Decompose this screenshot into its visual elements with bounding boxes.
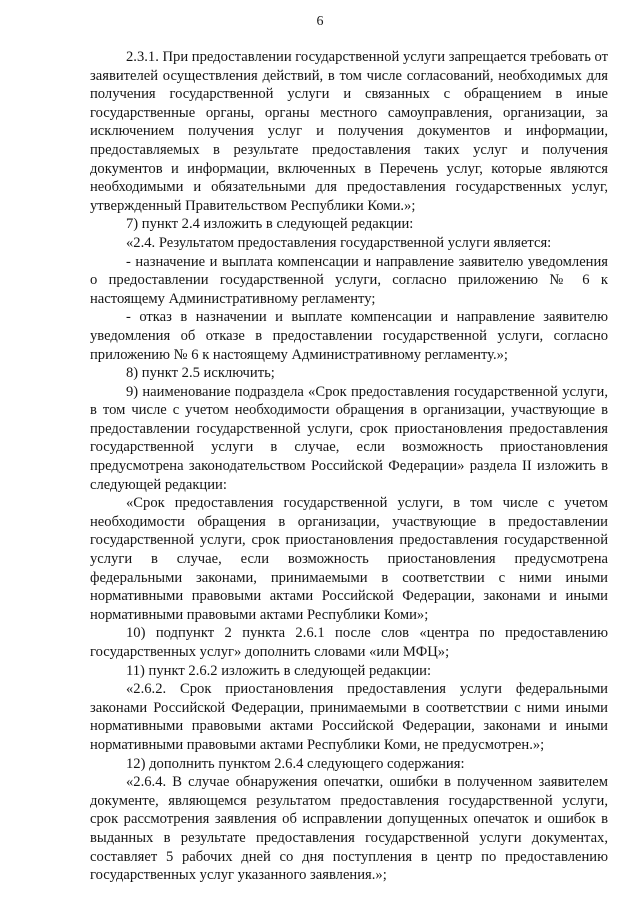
paragraph-2-4: «2.4. Результатом предоставления государственной услуги является: — [126, 234, 552, 251]
paragraph-2-4-result-refusal: - отказ в назначении и выплате компенсации и направление заявителю уведомления об отказе в предоставлении государственной услуги, согласно приложению № 6 к настоящему Административному регламенту.»; — [90, 309, 608, 363]
paragraph-2-6-4: «2.6.4. В случае обнаружения опечатки, ошибки в полученном заявителем документе, являющемся результатом предоставления государственной услуги, срок рассмотрения заявления об исправлении допущенных опечаток и ошибок в выданных в результате предоставления государственной услуги документах, составляет 5 рабочих дней со дня поступления в центр по предоставлению государственных услуг указанного заявления.»; — [90, 774, 608, 884]
paragraph-item-11: 11) пункт 2.6.2 изложить в следующей редакции: — [126, 662, 432, 679]
document-body — [90, 48, 608, 885]
paragraph-item-12: 12) дополнить пунктом 2.6.4 следующего содержания: — [126, 755, 465, 772]
paragraph-item-10: 10) подпункт 2 пункта 2.6.1 после слов «центра по предоставлению государственных услуг» дополнить словами «или МФЦ»; — [90, 625, 608, 660]
paragraph-item-9: 9) наименование подраздела «Срок предоставления государственной услуги, в том числе с учетом необходимости обращения в организации, участвующие в предоставлении государственной услуги, срок приостановления предоставления государственной услуги в случае, если возможность приостановления предусмотрена законодательством Российской Федерации» раздела II изложить в следующей редакции: — [90, 383, 608, 493]
paragraph-item-7: 7) пункт 2.4 изложить в следующей редакции: — [126, 216, 414, 233]
paragraph-2-6-2: «2.6.2. Срок приостановления предоставления услуги федеральными законами Российской Федерации, принимаемыми в соответствии с ними иными нормативными правовыми актами Российской Федерации, законами и иными нормативными правовыми актами Республики Коми, не предусмотрен.»; — [90, 681, 608, 753]
paragraph-subsection-title: «Срок предоставления государственной услуги, в том числе с учетом необходимости обращения в организации, участвующие в предоставлении государственной услуги, срок приостановления предоставления государственной услуги в случае, если возможность приостановления предусмотрена федеральными законами, принимаемыми в соответствии с ними иными нормативными правовыми актами Российской Федерации, законами и иными нормативными правовыми актами Республики Коми»; — [90, 495, 608, 623]
paragraph-2-4-result-grant: - назначение и выплата компенсации и направление заявителю уведомления о предоставлении государственной услуги, согласно приложению № 6 к настоящему Административному регламенту; — [90, 253, 608, 307]
paragraph-2-3-1: 2.3.1. При предоставлении государственной услуги запрещается требовать от заявителей осуществления действий, в том числе согласований, необходимых для получения государственной услуги и связанных с обращением в иные государственные органы, органы местного самоуправления, организации, за исключением получения услуг и получения документов и информации, предоставляемых в результате предоставления таких услуг и получения документов и информации, включенных в Перечень услуг, которые являются необходимыми и обязательными для предоставления государственных услуг, утвержденный Правительством Республики Коми.»; — [90, 49, 608, 214]
paragraph-item-8: 8) пункт 2.5 исключить; — [126, 365, 275, 382]
page-number: 6 — [316, 14, 324, 29]
